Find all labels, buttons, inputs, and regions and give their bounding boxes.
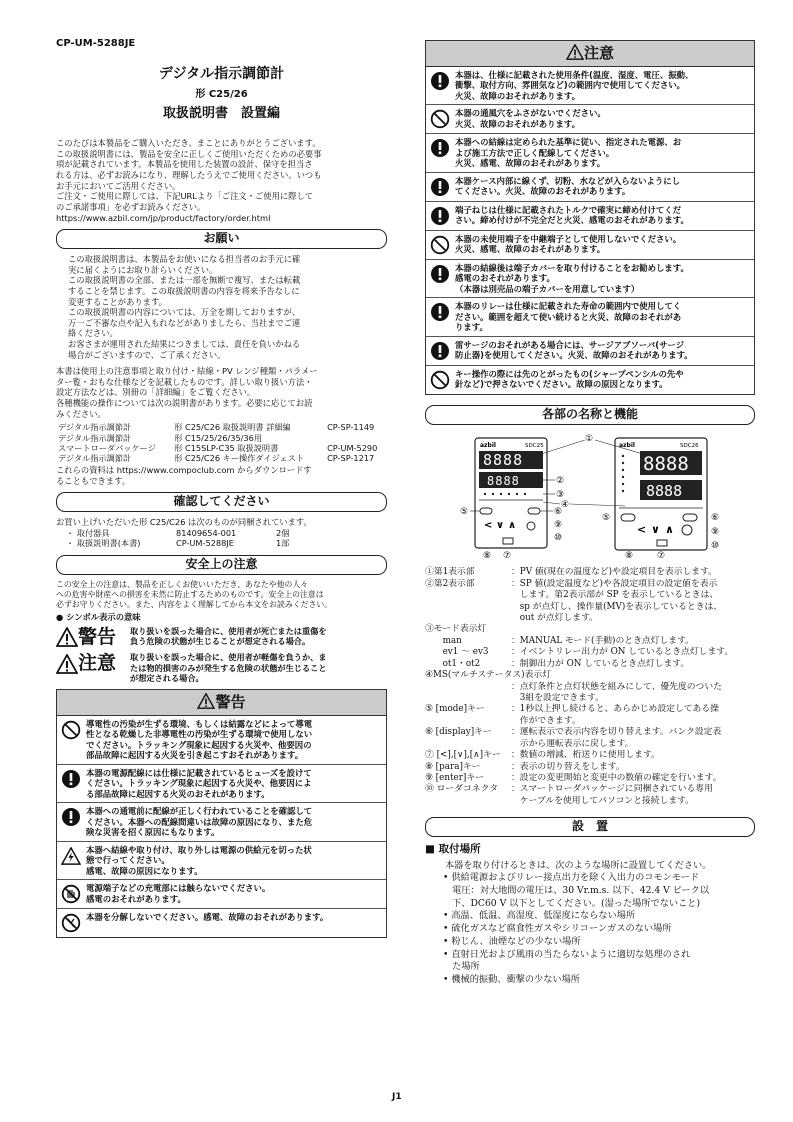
list-item: • 機械的振動、衝撃の少ない場所 [443, 973, 580, 985]
svg-text:8888: 8888 [487, 473, 520, 488]
device-figure [425, 430, 755, 560]
parts-item [425, 567, 755, 578]
mandatory-icon [429, 263, 451, 285]
mandatory-icon [429, 301, 451, 323]
left-column [56, 40, 387, 938]
list-item: • 粉じん、油煙などの少ない場所 [443, 935, 581, 947]
prohibit-icon [60, 719, 82, 741]
parts-item [425, 750, 755, 761]
caution-triangle-icon [566, 44, 584, 60]
safety-heading: 安全上の注意 [56, 555, 387, 575]
svg-text:8888: 8888 [643, 452, 689, 475]
parts-item-desc: ：設定の変更開始と変更中の数値の確定を行います。 [511, 772, 722, 783]
list-item: ・ 取付器具 81409654-001 2個 [66, 528, 290, 539]
parts-item [425, 624, 755, 635]
parts-item [425, 636, 755, 647]
device-brand: azbil [480, 441, 496, 449]
prohibit-icon [429, 108, 451, 130]
right-column [425, 40, 755, 987]
prohibit-icon [429, 369, 451, 391]
mandatory-icon [60, 768, 82, 790]
safety-item-text: 本器を分解しないでください。感電、故障のおそれがあります。 [86, 912, 329, 923]
parts-item-key: ⑥ [display]キー [425, 727, 492, 738]
callout-7: ⑦ [503, 550, 512, 560]
svg-text:<: < [484, 519, 493, 531]
warning-box [56, 689, 387, 938]
parts-item-desc [653, 670, 755, 681]
safety-item-text: 本器の未使用端子を中継端子として使用しないでください。 火災、感電、故障のおそれがあります。 [455, 233, 682, 255]
safety-item-text: 本器のリレーは仕様に記載された寿命の範囲内で使用してく ださい。範囲を超えて使い続けると火災、故障のおそれがあ ります。 [455, 301, 682, 333]
mandatory-icon [429, 70, 451, 92]
callout-6b: ⑥ [711, 512, 720, 523]
parts-item-key: ③モード表示灯 [425, 624, 487, 635]
parts-item-desc: ：MANUAL モード(手動)のとき点灯します。 [511, 635, 694, 646]
list-item: • 硫化ガスなど腐食性ガスやシリコーンガスのない場所 [443, 923, 672, 935]
parts-item-key [425, 682, 511, 705]
safety-item-text: 本器の通風穴をふさがないでください。 火災、故障のおそれがあります。 [455, 108, 606, 129]
callout-5: ⑤ [460, 506, 469, 517]
install-subheading: ■ 取付場所 [425, 843, 481, 856]
callout-9: ⑨ [554, 519, 563, 530]
parts-item-desc: ：1秒以上押し続けると、あらかじめ設定してある操 作ができます。 [511, 704, 719, 726]
parts-item [425, 682, 755, 705]
parts-item [425, 727, 755, 750]
install-section [425, 842, 755, 986]
warning-triangle-icon [56, 627, 78, 647]
callout-5b: ⑤ [602, 512, 611, 523]
mandatory-icon [60, 806, 82, 828]
safety-item [57, 716, 386, 764]
callout-3: ③ [556, 489, 565, 500]
safety-item-text: 本器への通電前に配線が正しく行われていることを確認して ください。本器への配線間違いは故障の原因になり、また危 険な災害を招く原因にもなります。 [86, 806, 313, 838]
mandatory-icon [429, 340, 451, 362]
device-sdc26 [615, 438, 707, 550]
parts-item [425, 762, 755, 773]
callout-8b: ⑧ [625, 550, 634, 560]
safety-item [426, 230, 754, 259]
safety-item-text: 端子ねじは仕様に記載されたトルクで確実に締め付けてくだ さい。締め付けが不完全だと火災、感電のおそれがあります。 [455, 204, 689, 226]
svg-text:∨: ∨ [651, 522, 660, 536]
model-name: 形 C25/26 [195, 88, 248, 100]
parts-item-key: ⑩ ローダコネクタ [425, 784, 498, 795]
safety-item [426, 172, 754, 201]
callout-1: ① [585, 433, 594, 444]
safety-item-text: 本器の結線後は端子カバーを取り付けることをお勧めします。 感電のおそれがあります。 （本器は別売品の端子カバーを用意しています） [455, 262, 689, 294]
svg-text:8888: 8888 [646, 481, 683, 500]
safety-item [426, 336, 754, 365]
symbol-caution: 注意 取り扱いを誤った場合に、使用者が軽傷を負うか、ま たは物的損害のみが発生する危険の状態が生じること が想定される場合。 [56, 652, 387, 683]
parts-item-key: ④MS(マルチステータス)表示灯 [425, 670, 552, 681]
callout-10b: ⑩ [711, 540, 720, 551]
mandatory-icon [429, 176, 451, 198]
list-item: 下、DC60 V 以下としてください。(湿った場所でないこと) [443, 897, 701, 909]
doc-code: CP-UM-5288JE [56, 38, 136, 49]
parts-item-key: ⑨ [enter]キー [425, 772, 484, 783]
warning-triangle-icon [197, 693, 215, 709]
electric-shock-icon [60, 845, 82, 867]
parts-item-key: ev1 ～ ev3 [425, 647, 489, 658]
parts-item-key: ⑤ [mode]キー [425, 704, 485, 715]
svg-text:<: < [637, 522, 647, 536]
parts-item-desc: ：制御出力が ON しているとき点灯します。 [511, 658, 690, 669]
list-item: • 直射日光および風雨の当たらないように適切な処理のされ [443, 948, 691, 960]
parts-item [425, 659, 755, 670]
page-number: J1 [392, 1092, 402, 1102]
symbol-warning: 警告 取り扱いを誤った場合に、使用者が死亡または重傷を 負う危険の状態が生じることが想定される場合。 [56, 626, 387, 650]
intro-text: このたびは本製品をご購入いただき、まことにありがとうございます。 この取扱説明書には、製品を安全に正しくご使用いただくための必要事 項が記載されています。本製品を使用した装置の設計、保守を担当さ れる方は、必ずお読みになり、理解したうえでご使用ください。いつも お手元においてご活用ください。 ご注文・ご使用に際しては、下記URLより「ご注文・ご使用に際して のご承諾事項」を必ずお読みください。 https://www.azbil.com/jp/product/factory/order.html [56, 138, 322, 223]
caution-box-heading: 注意 [426, 41, 754, 67]
safety-item-text: 本器ケース内部に線くず、切粉、水などが入らないようにし てください。火災、故障のおそれがあります。 [455, 175, 681, 197]
safety-item [57, 908, 386, 937]
list-item: • 高温、低温、高湿度、低湿度にならない場所 [443, 910, 636, 922]
list-item: 電圧：対大地間の電圧は、30 Vr.m.s. 以下、42.4 V ピーク以 [443, 885, 710, 897]
parts-item [425, 647, 755, 658]
svg-text:8888: 8888 [483, 450, 524, 469]
parts-description [425, 567, 755, 807]
manual-row: デジタル指示調節計 形 C25/C26 取扱説明書 詳細編 CP-SP-1149 [58, 422, 375, 433]
callout-6: ⑥ [554, 506, 563, 517]
callout-9b: ⑨ [711, 526, 720, 537]
parts-item-desc: ：点灯条件と点灯状態を組みにして、優先度のついた 3組を設定できます。 [511, 681, 722, 704]
notes-text: 本書は使用上の注意事項と取り付け・結線・PV レンジ種類・パラメー ター覧・おもな仕様などを記載したものです。詳しい取り扱い方法・ 設定方法などは、別冊の「詳細編」をご覧ください。 各種機能の操作については次の説明書があります。必要に応じてお読 みください。 [56, 366, 318, 419]
doc-title: デジタル指示調節計 [158, 66, 285, 82]
caution-box [425, 40, 755, 395]
parts-item-key: ②第2表示部 [425, 578, 475, 589]
confirm-intro: お買い上げいただいた形 C25/C26 は次のものが同梱されています。 [56, 517, 312, 528]
safety-item [57, 879, 386, 908]
device-model: SDC25 [525, 442, 544, 449]
package-list [64, 528, 291, 549]
list-item: ・ 取扱説明書(本書) CP-UM-5288JE 1部 [66, 538, 290, 549]
callout-10: ⑩ [554, 532, 563, 543]
callout-2: ② [556, 475, 565, 486]
safety-item-text: 本器へ結線や取り付け、取り外しは電源の供給元を切った状 態で行ってください。 感電、故障の原因になります。 [86, 844, 312, 876]
parts-item [425, 773, 755, 784]
parts-item [425, 579, 755, 625]
safety-item-text: 導電性の汚染が生ずる環境、もしくは結露などによって導電 性となる乾燥した非導電性の汚染が生ずる環境で使用しない でください。トラッキング現象に起因する火災や、他要因の 部品故障に起因する火災を引き起こすおそれがあります。 [86, 718, 313, 761]
safety-item [426, 67, 754, 105]
parts-item [425, 784, 755, 807]
manual-list [56, 422, 387, 463]
manual-row: デジタル指示調節計 形 C25/C26 キー操作ダイジェスト CP-SP-1217 [58, 453, 375, 464]
install-heading: 設 置 [425, 817, 755, 837]
callout-8: ⑧ [483, 550, 492, 560]
safety-item [426, 133, 754, 172]
safety-item [426, 259, 754, 298]
no-touch-icon [60, 883, 82, 905]
callout-7b: ⑦ [657, 550, 666, 560]
onegai-heading: お願い [56, 229, 387, 249]
prohibit-icon [429, 234, 451, 256]
list-item: た場所 [443, 961, 480, 973]
onegai-text: この取扱説明書は、本製品をお使いになる担当者のお手元に確 実に届くようにお取り計らいください。 この取扱説明書の全部、または一部を無断で複写、または転載 することを禁じます。この取扱説明書の内容を将来予告なしに 変更することがあります。 この取扱説明書の内容については、万全を期しておりますが、 万一ご不審な点や記入もれなどがありましたら、当社までご連 絡ください。 お客さまが運用された結果につきましては、責任を負いかねる 場合がございますので、ご了承ください。 [68, 254, 301, 360]
no-disassembly-icon [60, 912, 82, 934]
safety-item [57, 764, 386, 803]
list-item: • 供給電源およびリレー接点出力を除く入出力のコモンモード [443, 872, 700, 884]
parts-item-key: man [425, 635, 462, 646]
caution-triangle-icon [56, 654, 78, 674]
parts-item-desc: ：表示の切り替えをします。 [511, 761, 625, 772]
safety-item [426, 297, 754, 336]
safety-text: この安全上の注意は、製品を正しくお使いいただき、あなたや他の人々 への危害や財産への損害を未然に防止するためのものです。安全上の注意は 必ずお守りください。また、内容をよく理解してから本文をお読みください。 [56, 579, 333, 609]
safety-item-text: 本器への結線は定められた基準に従い、指定された電源、お よび施工方法で正しく配線してください。 火災、感電、故障のおそれがあります。 [455, 137, 682, 169]
parts-item-desc: ：スマートローダパッケージに同梱されている専用 ケーブルを使用してパソコンと接続します。 [511, 784, 713, 806]
parts-item-key: ot1・ot2 [425, 658, 481, 669]
parts-item-key: ①第1表示部 [425, 567, 475, 578]
parts-item-desc: ：運転表示で表示内容を切り替えます。バンク設定表 示から運転表示に戻します。 [511, 727, 722, 749]
mandatory-icon [429, 205, 451, 227]
parts-item [425, 704, 755, 727]
parts-item-desc: ：イベントリレー出力が ON しているとき点灯します。 [511, 647, 734, 658]
safety-item [57, 841, 386, 880]
svg-text:∧: ∧ [508, 519, 517, 531]
parts-item [425, 670, 755, 681]
mandatory-icon [429, 137, 451, 159]
svg-text:∨: ∨ [496, 519, 505, 531]
safety-item-text: キー操作の際には先のとがったもの(シャープペンシルの先や 針など)で押さないでください。故障の原因となります。 [455, 368, 684, 390]
parts-item-key: ⑧ [para]キー [425, 761, 481, 772]
manual-row: デジタル指示調節計 形 C15/25/26/35/36用 [58, 432, 263, 443]
svg-text:∧: ∧ [665, 522, 674, 536]
safety-item [426, 104, 754, 133]
install-lead: 本器を取り付けるときは、次のような場所に設置してください。 [445, 859, 712, 871]
parts-item-desc [511, 624, 755, 635]
callout-4: ④ [561, 499, 570, 510]
parts-item-desc: ：数値の増減、桁送りに使用します。 [511, 750, 660, 761]
warning-box-heading: 警告 [57, 690, 386, 716]
device-sdc25 [475, 438, 547, 548]
safety-item-text: 本器は、仕様に記載された使用条件(温度、湿度、電圧、振動、 衝撃、取付方向、雰囲気など)の範囲内で使用してください。 火災、故障のおそれがあります。 [455, 69, 694, 101]
device-brand: azbil [619, 441, 635, 449]
safety-item [57, 802, 386, 841]
symbol-heading: ● シンボル表示の意味 [56, 611, 141, 622]
parts-heading: 各部の名称と機能 [425, 405, 755, 425]
parts-item-desc: ：SP 値(設定温度など)や各設定項目の設定値を表示 します。第2表示部が SP を表示しているときは、 sp が点灯し、操作量(MV)を表示しているときは、 out が点灯します。 [511, 578, 723, 624]
install-list [425, 872, 755, 986]
manual-row: スマートローダパッケージ 形 C15SLP-C35 取扱説明書 CP-UM-5290 [58, 442, 378, 453]
parts-item-key: ⑦ [<],[∨],[∧]キー [425, 750, 501, 761]
parts-item-desc: ：PV 値(現在の温度など)や設定項目を表示します。 [511, 567, 717, 578]
download-text: これらの資料は https://www.compoclub.com からダウンロードす ることもできます。 [56, 465, 312, 486]
safety-item-text: 雷サージのおそれがある場合には、サージアブソーバ(サージ 防止器)を使用してください。火災、故障のおそれがあります。 [455, 339, 693, 361]
safety-item [426, 365, 754, 394]
device-model: SDC26 [680, 442, 699, 449]
safety-item-text: 電源端子などの充電部には触らないでください。 感電のおそれがあります。 [86, 883, 271, 904]
safety-item [426, 201, 754, 230]
doc-subtitle: 取扱説明書 設置編 [162, 106, 280, 121]
confirm-heading: 確認してください [56, 492, 387, 512]
safety-item-text: 本器の電源配線には仕様に記載されているヒューズを設けて ください。トラッキング現象に起因する火災や、他要因によ る部品故障に起因する火災のおそれがあります。 [86, 767, 312, 799]
